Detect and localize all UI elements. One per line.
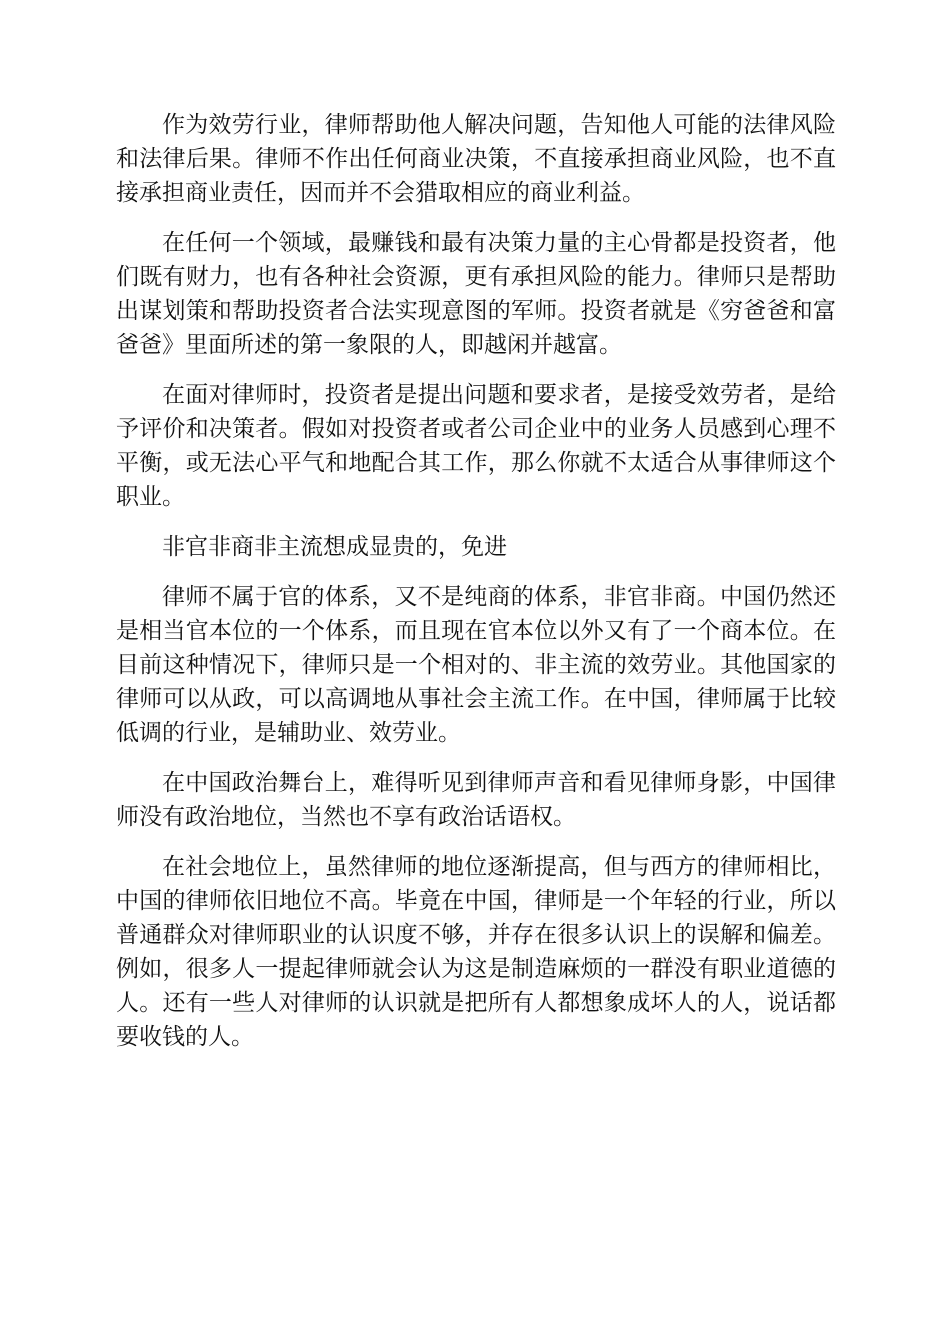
document-page	[116, 108, 836, 1070]
paragraph-facing-lawyers: 在面对律师时，投资者是提出问题和要求者，是接受效劳者，是给予评价和决策者。假如对投资者或者公司企业中的业务人员感到心理不平衡，或无法心平气和地配合其工作，那么你就不太适合从事律师这个职业。	[116, 382, 836, 510]
paragraph-investors: 在任何一个领域，最赚钱和最有决策力量的主心骨都是投资者，他们既有财力，也有各种社会资源，更有承担风险的能力。律师只是帮助出谋划策和帮助投资者合法实现意图的军师。投资者就是《穷爸爸和富爸爸》里面所述的第一象限的人，即越闲并越富。	[116, 230, 836, 358]
paragraph-service-industry: 作为效劳行业，律师帮助他人解决问题，告知他人可能的法律风险和法律后果。律师不作出任何商业决策，不直接承担商业风险，也不直接承担商业责任，因而并不会猎取相应的商业利益。	[116, 112, 836, 206]
section-heading: 非官非商非主流想成显贵的，免进	[162, 534, 507, 560]
paragraph-political-stage: 在中国政治舞台上，难得听见到律师声音和看见律师身影，中国律师没有政治地位，当然也不享有政治话语权。	[116, 770, 836, 830]
paragraph-social-status: 在社会地位上，虽然律师的地位逐渐提高，但与西方的律师相比，中国的律师依旧地位不高。毕竟在中国，律师是一个年轻的行业，所以普通群众对律师职业的认识度不够，并存在很多认识上的误解和偏差。例如，很多人一提起律师就会认为这是制造麻烦的一群没有职业道德的人。还有一些人对律师的认识就是把所有人都想象成坏人的人，说话都要收钱的人。	[116, 854, 836, 1050]
paragraph-not-official-not-business: 律师不属于官的体系，又不是纯商的体系，非官非商。中国仍然还是相当官本位的一个体系，而且现在官本位以外又有了一个商本位。在目前这种情况下，律师只是一个相对的、非主流的效劳业。其他国家的律师可以从政，可以高调地从事社会主流工作。在中国，律师属于比较低调的行业，是辅助业、效劳业。	[116, 584, 836, 746]
